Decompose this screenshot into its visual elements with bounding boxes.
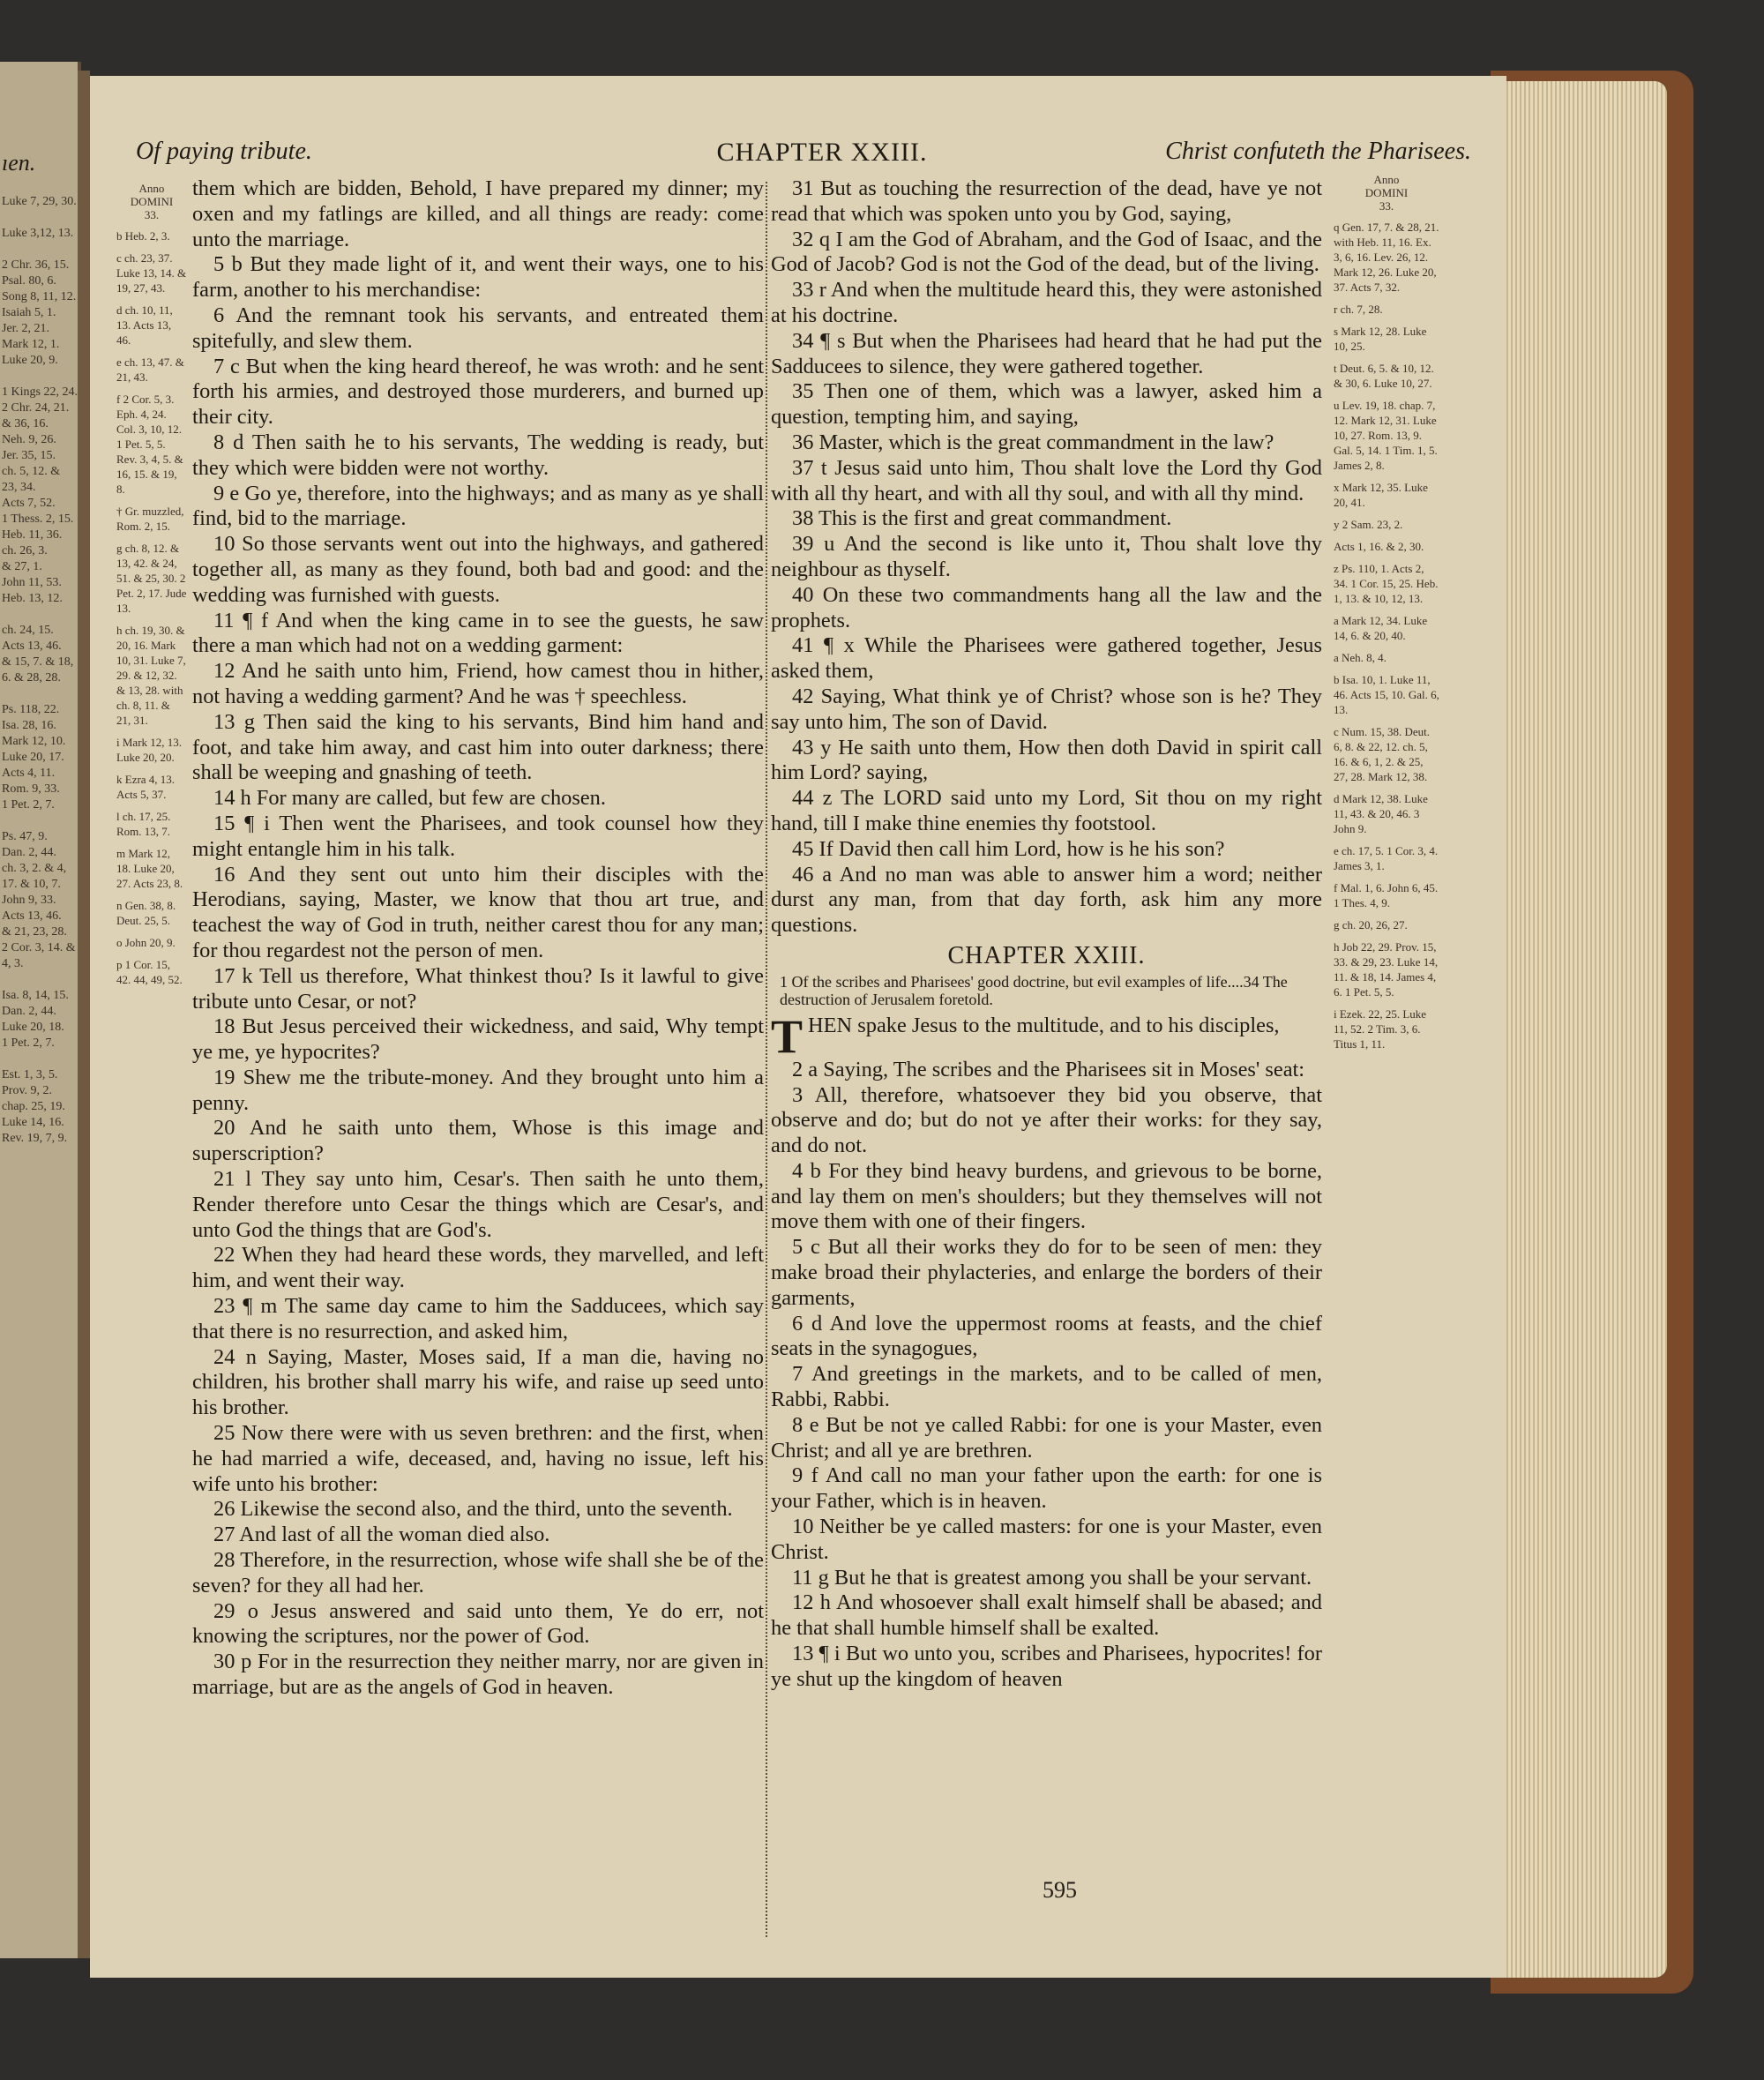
verse: 13 g Then said the king to his servants, Bind him hand and foot, and take him away, and cast him into outer darkness; there shall be weeping and gnashing of teeth.	[192, 709, 764, 785]
verse: 25 Now there were with us seven brethren: and the first, when he had married a wife, deceased, and, having no issue, left his wife unto his brother:	[192, 1421, 764, 1496]
verse: 7 And greetings in the markets, and to be called of men, Rabbi, Rabbi.	[771, 1362, 1322, 1412]
verse: 3 All, therefore, whatsoever they bid you observe, that observe and do; but do not ye after their works: for they say, and do not.	[771, 1082, 1322, 1158]
margin-reference: n Gen. 38, 8. Deut. 25, 5.	[116, 899, 176, 927]
verse: 37 t Jesus said unto him, Thou shalt love the Lord thy God with all thy heart, and with all thy soul, and with all thy mind.	[771, 455, 1322, 505]
verse: 19 Shew me the tribute-money. And they brought unto him a penny.	[192, 1065, 764, 1115]
verse: 17 k Tell us therefore, What thinkest thou? Is it lawful to give tribute unto Cesar, or not?	[192, 963, 764, 1014]
margin-reference: u Lev. 19, 18. chap. 7, 12. Mark 12, 31. Luke 10, 27. Rom. 13, 9. Gal. 5, 14. 1 Tim. 1, 5. James 2, 8.	[1334, 399, 1438, 472]
verse: 35 Then one of them, which was a lawyer, asked him a question, tempting him, and saying,	[771, 379, 1322, 430]
margin-reference: d Mark 12, 38. Luke 11, 43. & 20, 46. 3 John 9.	[1334, 792, 1428, 835]
verse: 28 Therefore, in the resurrection, whose wife shall she be of the seven? for they all had her.	[192, 1548, 764, 1597]
drop-cap: T	[771, 1009, 804, 1063]
right-reference-list	[1334, 220, 1439, 1051]
verse: 22 When they had heard these words, they marvelled, and left him, and went their way.	[192, 1243, 764, 1293]
verse: 21 l They say unto him, Cesar's. Then saith he unto them, Render therefore unto Cesar the things which are Cesar's, and unto God the things that are God's.	[192, 1167, 764, 1242]
margin-reference: m Mark 12, 18. Luke 20, 27. Acts 23, 8.	[116, 847, 183, 890]
verse: 34 ¶ s But when the Pharisees had heard that he had put the Sadducees to silence, they were gathered together.	[771, 328, 1322, 378]
margin-reference: t Deut. 6, 5. & 10, 12. & 30, 6. Luke 10, 27.	[1334, 362, 1434, 390]
bible-page	[90, 76, 1506, 1978]
running-head-left: Of paying tribute.	[136, 138, 312, 165]
anno-domini-left: Anno DOMINI 33.	[130, 182, 174, 221]
facing-page-running-head: ıen.	[2, 150, 36, 176]
anno-domini-right: Anno DOMINI 33.	[1364, 173, 1409, 213]
margin-reference: r ch. 7, 28.	[1334, 303, 1383, 316]
right-margin-references	[1334, 173, 1439, 1059]
verse: 12 h And whosoever shall exalt himself shall be abased; and he that shall humble himself shall be exalted.	[771, 1590, 1322, 1641]
margin-reference: i Mark 12, 13. Luke 20, 20.	[116, 736, 183, 764]
verse: 8 e But be not ye called Rabbi: for one is your Master, even Christ; and all ye are brethren.	[771, 1412, 1322, 1463]
margin-reference: g ch. 20, 26, 27.	[1334, 918, 1408, 932]
margin-reference: c Num. 15, 38. Deut. 6, 8. & 22, 12. ch. 5, 16. & 6, 1, 2. & 25, 27, 28. Mark 12, 38.	[1334, 725, 1431, 783]
verse: 9 f And call no man your father upon the earth: for one is your Father, which is in heaven.	[771, 1463, 1322, 1514]
chapter-23-verse-1: THEN spake Jesus to the multitude, and to his disciples,	[771, 1009, 1280, 1063]
verse: 23 ¶ m The same day came to him the Sadducees, which say that there is no resurrection, and asked him,	[192, 1294, 764, 1343]
margin-reference: a Mark 12, 34. Luke 14, 6. & 20, 40.	[1334, 614, 1428, 642]
verse: 44 z The LORD said unto my Lord, Sit thou on my right hand, till I make thine enemies thy footstool.	[771, 786, 1322, 835]
chapter-heading: CHAPTER XXIII.	[716, 138, 928, 167]
margin-reference: l ch. 17, 25. Rom. 13, 7.	[116, 810, 171, 838]
verse: 6 And the remnant took his servants, and entreated them spitefully, and slew them.	[192, 303, 764, 353]
margin-reference: b Heb. 2, 3.	[116, 229, 170, 243]
running-head-right: Christ confuteth the Pharisees.	[1165, 138, 1471, 165]
verse: 42 Saying, What think ye of Christ? whose son is he? They say unto him, The son of David.	[771, 684, 1322, 734]
margin-reference: o John 20, 9.	[116, 936, 176, 949]
margin-reference: i Ezek. 22, 25. Luke 11, 52. 2 Tim. 3, 6. Titus 1, 11.	[1334, 1007, 1427, 1051]
verse: 13 ¶ i But wo unto you, scribes and Pharisees, hypocrites! for ye shut up the kingdom of heaven	[771, 1642, 1322, 1691]
margin-reference: f 2 Cor. 5, 3. Eph. 4, 24. Col. 3, 10, 12. 1 Pet. 5, 5. Rev. 3, 4, 5. & 16, 15. & 19, 8.	[116, 393, 183, 496]
margin-reference: q Gen. 17, 7. & 28, 21. with Heb. 11, 16. Ex. 3, 6, 16. Lev. 26, 12. Mark 12, 26. Luke 20, 37. Acts 7, 32.	[1334, 221, 1439, 294]
verse: 11 g But he that is greatest among you shall be your servant.	[792, 1565, 1312, 1590]
verse: 31 But as touching the resurrection of the dead, have ye not read that which was spoken unto you by God, saying,	[771, 176, 1322, 226]
verse: 8 d Then saith he to his servants, The wedding is ready, but they which were bidden were not worthy.	[192, 430, 764, 480]
verse: 11 ¶ f And when the king came in to see the guests, he saw there a man which had not on a wedding garment:	[192, 608, 764, 658]
verses-chapter-23	[771, 1058, 1322, 1693]
verse: 15 ¶ i Then went the Pharisees, and took counsel how they might entangle him in his talk.	[192, 811, 764, 861]
verse: 36 Master, which is the great commandment in the law?	[792, 430, 1274, 454]
verse: 14 h For many are called, but few are chosen.	[213, 786, 606, 811]
margin-reference: x Mark 12, 35. Luke 20, 41.	[1334, 481, 1428, 509]
margin-reference: y 2 Sam. 23, 2.	[1334, 518, 1403, 531]
book-gutter	[78, 71, 90, 1958]
margin-reference: z Ps. 110, 1. Acts 2, 34. 1 Cor. 15, 25. Heb. 1, 13. & 10, 12, 13.	[1334, 562, 1439, 605]
verse: 10 Neither be ye called masters: for one is your Master, even Christ.	[771, 1515, 1322, 1564]
verse: 27 And last of all the woman died also.	[213, 1523, 550, 1547]
margin-reference: h Job 22, 29. Prov. 15, 33. & 29, 23. Luke 14, 11. & 18, 14. James 4, 6. 1 Pet. 5, 5.	[1334, 940, 1439, 999]
verse: 2 a Saying, The scribes and the Pharisees sit in Moses' seat:	[792, 1057, 1305, 1081]
verse: 5 c But all their works they do for to be seen of men: they make broad their phylacteries, and enlarge the borders of their garments,	[771, 1235, 1322, 1310]
margin-reference: f Mal. 1, 6. John 6, 45. 1 Thes. 4, 9.	[1334, 881, 1439, 909]
column-left	[192, 176, 764, 1701]
verse: 12 And he saith unto him, Friend, how camest thou in hither, not having a wedding garment? And he was † speechless.	[192, 659, 764, 708]
verse: 46 a And no man was able to answer him a word; neither durst any man, from that day forth, ask him any more questions.	[771, 862, 1322, 938]
page-header	[90, 138, 1506, 173]
verse: 43 y He saith unto them, How then doth David in spirit call him Lord? saying,	[771, 735, 1322, 785]
margin-reference: d ch. 10, 11, 13. Acts 13, 46.	[116, 303, 173, 347]
margin-reference: s Mark 12, 28. Luke 10, 25.	[1334, 325, 1427, 353]
verse: 33 r And when the multitude heard this, they were astonished at his doctrine.	[771, 278, 1322, 327]
page-edges	[1499, 81, 1667, 1978]
margin-reference: a Neh. 8, 4.	[1334, 651, 1387, 664]
margin-reference: p 1 Cor. 15, 42. 44, 49, 52.	[116, 958, 183, 986]
verses-chapter-22	[771, 176, 1322, 939]
verse: 20 And he saith unto them, Whose is this image and superscription?	[192, 1116, 764, 1166]
verse: 40 On these two commandments hang all the law and the prophets.	[771, 582, 1322, 632]
margin-reference: c ch. 23, 37. Luke 13, 14. & 19, 27, 43.	[116, 251, 187, 295]
left-reference-list	[116, 228, 187, 987]
verse: 7 c But when the king heard thereof, he was wroth: and he sent forth his armies, and destroyed those murderers, and burned up their city.	[192, 354, 764, 430]
column-divider	[766, 182, 769, 1937]
column-right	[771, 176, 1322, 1693]
verse: 16 And they sent out unto him their disciples with the Herodians, saying, Master, we know that thou art true, and teachest the way of God in truth, neither carest thou for any man; for thou regardest not the person of men.	[192, 862, 764, 962]
margin-reference: Acts 1, 16. & 2, 30.	[1334, 540, 1424, 553]
verse: them which are bidden, Behold, I have prepared my dinner; my oxen and my fatlings are killed, and all things are ready: come unto the marriage.	[192, 176, 764, 251]
verse: 5 b But they made light of it, and went their ways, one to his farm, another to his merchandise:	[192, 252, 764, 303]
margin-reference: † Gr. muzzled, Rom. 2, 15.	[116, 505, 184, 533]
facing-page-margin-refs: Luke 7, 29, 30. Luke 3,12, 13. 2 Chr. 36, 15. Psal. 80, 6. Song 8, 11, 12. Isaiah 5, 1. Jer. 2, 21. Mark 12, 1. Luke 20, 9. 1 Kings 22, 24. 2 Chr. 24, 21. & 36, 16. Neh. 9, 26. Jer. 35, 15. ch. 5, 12. & 23, 34. Acts 7, 52. 1 Thess. 2, 15. Heb. 11, 36. ch. 26, 3. & 27, 1. John 11, 53. Heb. 13, 12. ch. 24, 15. Acts 13, 46. & 15, 7. & 18, 6. & 28, 28. Ps. 118, 22. Isa. 28, 16. Mark 12, 10. Luke 20, 17. Acts 4, 11. Rom. 9, 33. 1 Pet. 2, 7. Ps. 47, 9. Dan. 2, 44. ch. 3, 2. & 4, 17. & 10, 7. John 9, 33. Acts 13, 46. & 21, 23, 28. 2 Cor. 3, 14. & 4, 3. Isa. 8, 14, 15. Dan. 2, 44. Luke 20, 18. 1 Pet. 2, 7. Est. 1, 3, 5. Prov. 9, 2. chap. 25, 19. Luke 14, 16. Rev. 19, 7, 9.	[2, 195, 78, 1145]
verse: 39 u And the second is like unto it, Thou shalt love thy neighbour as thyself.	[771, 532, 1322, 581]
margin-reference: b Isa. 10, 1. Luke 11, 46. Acts 15, 10. Gal. 6, 13.	[1334, 673, 1439, 716]
verse: 41 ¶ x While the Pharisees were gathered together, Jesus asked them,	[771, 633, 1322, 684]
margin-reference: e ch. 17, 5. 1 Cor. 3, 4. James 3, 1.	[1334, 844, 1439, 872]
margin-reference: k Ezra 4, 13. Acts 5, 37.	[116, 773, 176, 801]
verse: 24 n Saying, Master, Moses said, If a man die, having no children, his brother shall marry his wife, and raise up seed unto his brother.	[192, 1344, 764, 1420]
verse: 6 d And love the uppermost rooms at feasts, and the chief seats in the synagogues,	[771, 1311, 1322, 1361]
verse: 18 But Jesus perceived their wickedness, and said, Why tempt ye me, ye hypocrites?	[192, 1014, 764, 1065]
chapter-23-heading: CHAPTER XXIII.	[947, 941, 1146, 969]
verse: 4 b For they bind heavy burdens, and grievous to be borne, and lay them on men's shoulders; but they themselves will not move them with one of their fingers.	[771, 1158, 1322, 1234]
page-number: 595	[1043, 1877, 1077, 1903]
verse: 9 e Go ye, therefore, into the highways; and as many as ye shall find, bid to the marriage.	[192, 481, 764, 531]
verse: 30 p For in the resurrection they neither marry, nor are given in marriage, but are as the angels of God in heaven.	[192, 1650, 764, 1700]
verse: 32 q I am the God of Abraham, and the God of Isaac, and the God of Jacob? God is not the God of the dead, but of the living.	[771, 227, 1322, 277]
margin-reference: h ch. 19, 30. & 20, 16. Mark 10, 31. Luke 7, 29. & 12, 32. & 13, 28. with ch. 8, 11. & 21, 31.	[116, 624, 186, 727]
facing-page-edge	[0, 62, 81, 1958]
verse: 29 o Jesus answered and said unto them, Ye do err, not knowing the scriptures, nor the power of God.	[192, 1598, 764, 1649]
verse: 38 This is the first and great commandment.	[792, 506, 1172, 531]
chapter-summary: 1 Of the scribes and Pharisees' good doctrine, but evil examples of life....34 The destruction of Jerusalem foretold.	[780, 972, 1288, 1008]
verse: 10 So those servants went out into the highways, and gathered together all, as many as they found, both bad and good: and the wedding was furnished with guests.	[192, 532, 764, 607]
margin-reference: e ch. 13, 47. & 21, 43.	[116, 355, 184, 384]
verse: 45 If David then call him Lord, how is he his son?	[792, 836, 1225, 861]
left-margin-references	[116, 182, 187, 994]
verse: 26 Likewise the second also, and the third, unto the seventh.	[213, 1497, 733, 1522]
margin-reference: g ch. 8, 12. & 13, 42. & 24, 51. & 25, 30. 2 Pet. 2, 17. Jude 13.	[116, 542, 187, 615]
